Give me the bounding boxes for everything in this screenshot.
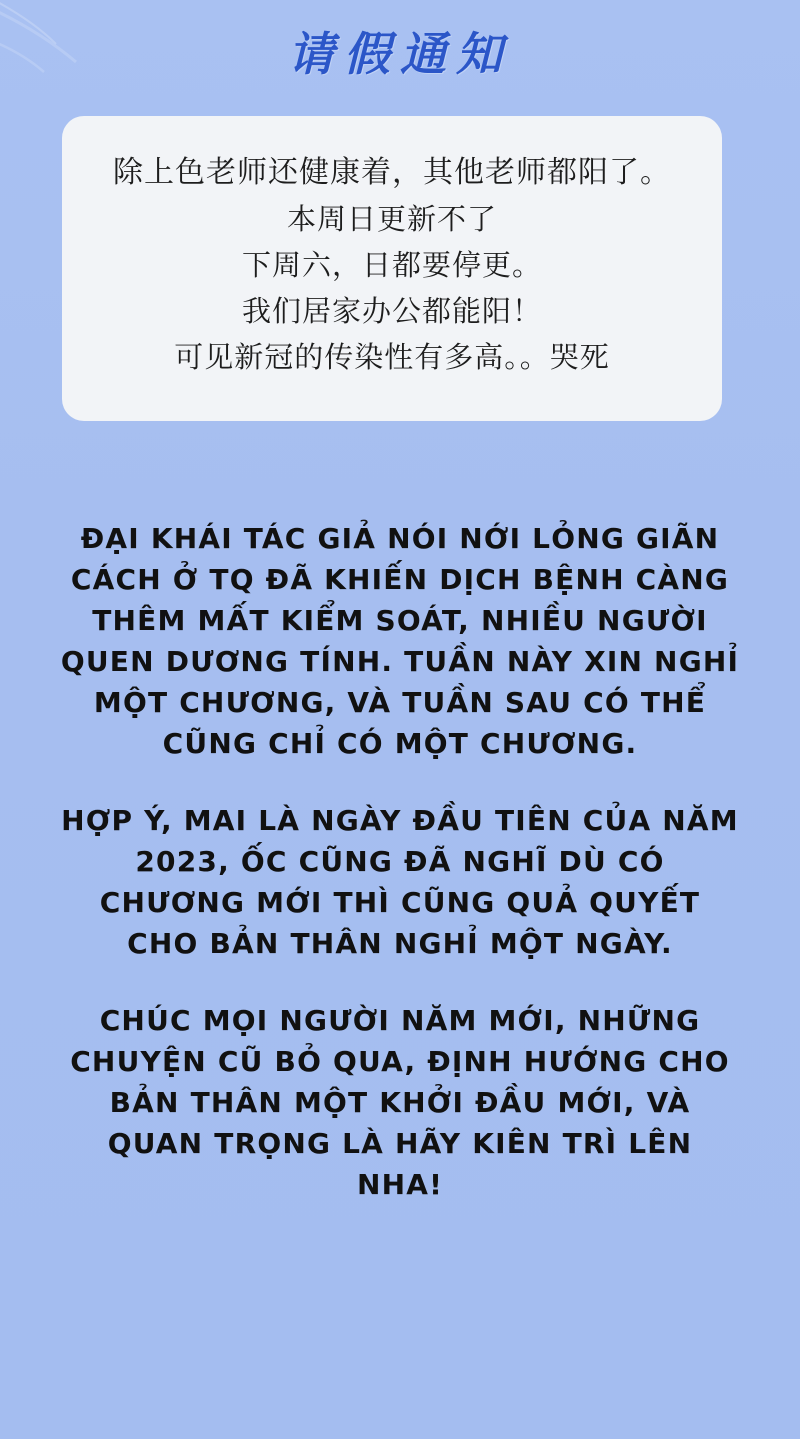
translation-paragraph-3: CHÚC MỌI NGƯỜI NĂM MỚI, NHỮNG CHUYỆN CŨ BỎ QUA, ĐỊNH HƯỚNG CHO BẢN THÂN MỘT KHỞI ĐẦU MỚI, VÀ QUAN TRỌNG LÀ HÃY KIÊN TRÌ LÊN NHA! bbox=[70, 1004, 730, 1201]
translation-paragraph-2: HỢP Ý, MAI LÀ NGÀY ĐẦU TIÊN CỦA NĂM 2023, ỐC CŨNG ĐÃ NGHĨ DÙ CÓ CHƯƠNG MỚI THÌ CŨNG QUẢ QUYẾT CHO BẢN THÂN NGHỈ MỘT NGÀY. bbox=[61, 804, 739, 960]
page-title: 请假通知 bbox=[288, 27, 512, 81]
notice-line: 本周日更新不了 bbox=[286, 202, 497, 236]
notice-line: 可见新冠的传染性有多高。。哭死 bbox=[174, 340, 610, 374]
translation-paragraph-1: ĐẠI KHÁI TÁC GIẢ NÓI NỚI LỎNG GIÃN CÁCH Ở TQ ĐÃ KHIẾN DỊCH BỆNH CÀNG THÊM MẤT KIỂM SOÁT, NHIỀU NGƯỜI QUEN DƯƠNG TÍNH. TUẦN NÀY XIN NGHỈ MỘT CHƯƠNG, VÀ TUẦN SAU CÓ THỂ CŨNG CHỈ CÓ MỘT CHƯƠNG. bbox=[60, 522, 740, 760]
notice-card bbox=[62, 116, 722, 421]
notice-line: 下周六，日都要停更。 bbox=[241, 248, 542, 282]
notice-line: 我们居家办公都能阳！ bbox=[241, 294, 542, 328]
notice-line: 除上色老师还健康着，其他老师都阳了。 bbox=[113, 155, 671, 190]
